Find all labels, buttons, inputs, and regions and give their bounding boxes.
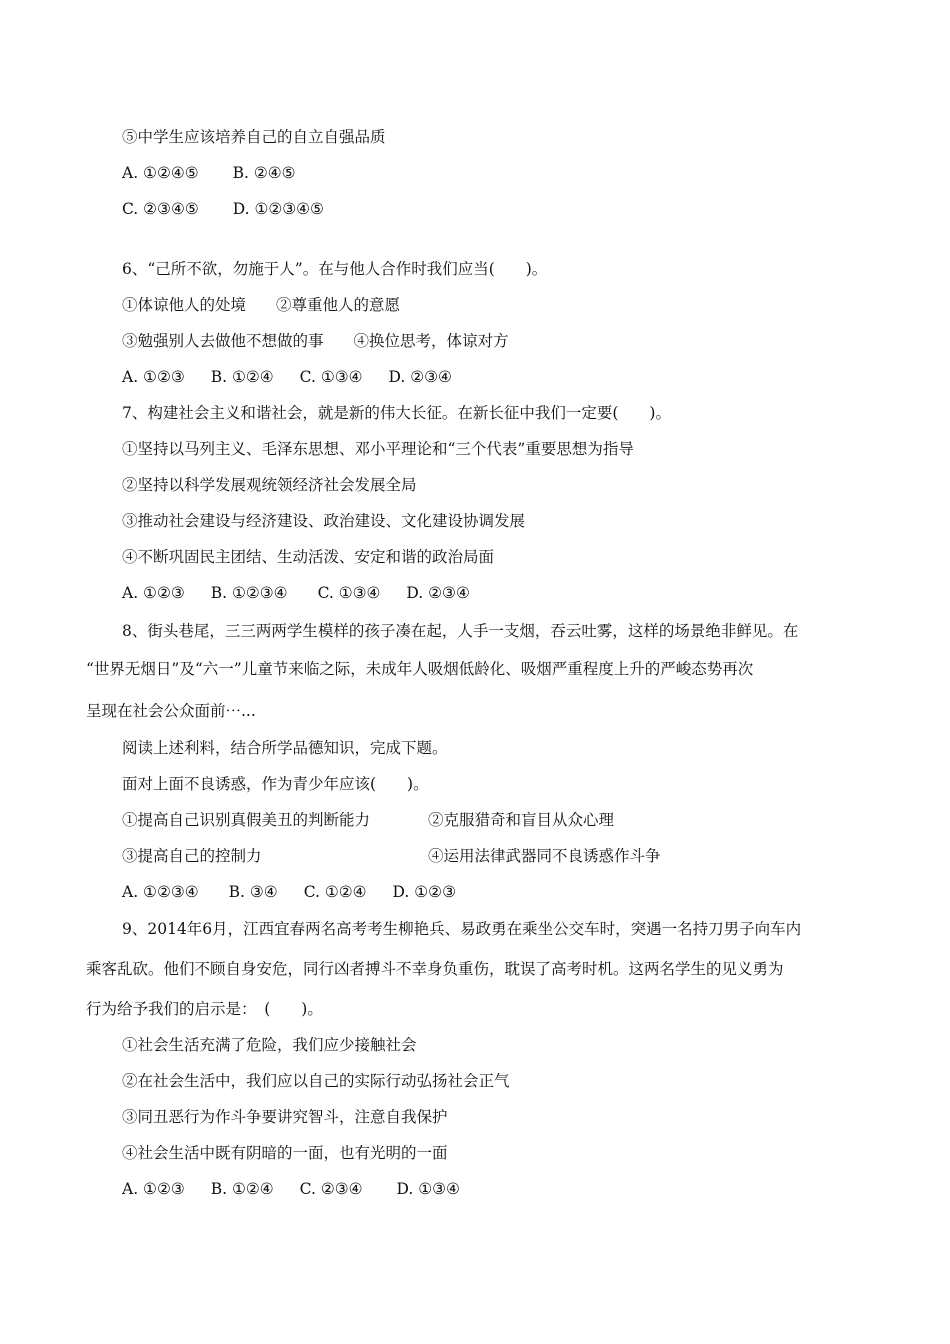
q7-item-3: ③推动社会建设与经济建设、政治建设、文化建设协调发展 <box>122 512 526 530</box>
q8-paragraph-line-3: 呈现在社会公众面前⋯... <box>86 702 256 720</box>
q5-option-a: A. ①②④⑤ <box>122 164 199 182</box>
q8-items-row-1 <box>122 809 890 831</box>
q5-option-c: C. ②③④⑤ <box>122 200 199 218</box>
q5-options-row-2 <box>122 198 890 220</box>
q7-option-c: C. ①③④ <box>317 584 381 602</box>
q6-options <box>122 366 890 388</box>
q8-item-3: ③提高自己的控制力 <box>122 847 262 865</box>
q9-paragraph-line-1: 9、2014年6月，江西宜春两名高考考生柳艳兵、易政勇在乘坐公交车时，突遇一名持刀男子向车内 <box>122 920 802 938</box>
q6-option-d: D. ②③④ <box>388 368 452 386</box>
q8-option-b: B. ③④ <box>228 883 278 901</box>
q5-option-d: D. ①②③④⑤ <box>232 200 324 218</box>
q7-option-b: B. ①②③④ <box>210 584 288 602</box>
q7-item-2: ②坚持以科学发展观统领经济社会发展全局 <box>122 476 417 494</box>
q8-stem: 面对上面不良诱惑，作为青少年应该( )。 <box>122 775 429 793</box>
q9-option-d: D. ①③④ <box>396 1180 460 1198</box>
q7-option-a: A. ①②③ <box>122 584 185 602</box>
q8-options <box>122 881 890 903</box>
q6-item-4: ④换位思考，体谅对方 <box>353 332 509 350</box>
q5-option-b: B. ②④⑤ <box>232 164 296 182</box>
q7-options <box>122 582 890 604</box>
q9-item-3: ③同丑恶行为作斗争要讲究智斗，注意自我保护 <box>122 1108 448 1126</box>
q7-option-d: D. ②③④ <box>406 584 470 602</box>
q6-option-c: C. ①③④ <box>299 368 363 386</box>
q8-item-1: ①提高自己识别真假美丑的判断能力 <box>122 811 371 829</box>
q8-item-2: ②克服猎奇和盲目从众心理 <box>428 811 615 829</box>
q8-instruction: 阅读上述利料，结合所学品德知识，完成下题。 <box>122 739 448 757</box>
q6-item-3: ③勉强别人去做他不想做的事 <box>122 332 324 350</box>
q6-items-row-1 <box>122 294 890 316</box>
q7-item-4: ④不断巩固民主团结、生动活泼、安定和谐的政治局面 <box>122 548 495 566</box>
q5-item-5: ⑤中学生应该培养自己的自立自强品质 <box>122 128 386 146</box>
q9-item-2: ②在社会生活中，我们应以自己的实际行动弘扬社会正气 <box>122 1072 510 1090</box>
q6-items-row-2 <box>122 330 890 352</box>
q9-item-4: ④社会生活中既有阴暗的一面，也有光明的一面 <box>122 1144 448 1162</box>
q8-option-d: D. ①②③ <box>392 883 456 901</box>
q6-stem: 6、“己所不欲，勿施于人”。在与他人合作时我们应当( )。 <box>122 260 548 278</box>
q8-option-c: C. ①②④ <box>303 883 367 901</box>
q5-options-row-1 <box>122 162 890 184</box>
q8-item-4: ④运用法律武器同不良诱惑作斗争 <box>428 847 661 865</box>
q9-item-1: ①社会生活充满了危险，我们应少接触社会 <box>122 1036 417 1054</box>
q7-stem: 7、构建社会主义和谐社会，就是新的伟大长征。在新长征中我们一定要( )。 <box>122 404 671 422</box>
q9-option-a: A. ①②③ <box>122 1180 185 1198</box>
q8-paragraph-line-2: “世界无烟日”及“六一”儿童节来临之际，未成年人吸烟低龄化、吸烟严重程度上升的严峻态势再次 <box>86 660 754 678</box>
q9-options <box>122 1178 890 1200</box>
q6-item-1: ①体谅他人的处境 <box>122 296 247 314</box>
q6-option-b: B. ①②④ <box>210 368 274 386</box>
q9-option-b: B. ①②④ <box>210 1180 274 1198</box>
q9-paragraph-line-2: 乘客乱砍。他们不顾自身安危，同行凶者搏斗不幸身负重伤，耽误了高考时机。这两名学生的见义勇为 <box>86 960 784 978</box>
q8-items-row-2 <box>122 845 890 867</box>
q9-option-c: C. ②③④ <box>299 1180 363 1198</box>
q9-paragraph-line-3: 行为给予我们的启示是： ( )。 <box>86 1000 323 1018</box>
q7-item-1: ①坚持以马列主义、毛泽东思想、邓小平理论和“三个代表”重要思想为指导 <box>122 440 634 458</box>
q6-option-a: A. ①②③ <box>122 368 185 386</box>
q8-paragraph-line-1: 8、街头巷尾，三三两两学生模样的孩子凑在起，人手一支烟，吞云吐雾，这样的场景绝非鲜见。在 <box>122 622 799 640</box>
q8-option-a: A. ①②③④ <box>122 883 199 901</box>
q6-item-2: ②尊重他人的意愿 <box>276 296 401 314</box>
